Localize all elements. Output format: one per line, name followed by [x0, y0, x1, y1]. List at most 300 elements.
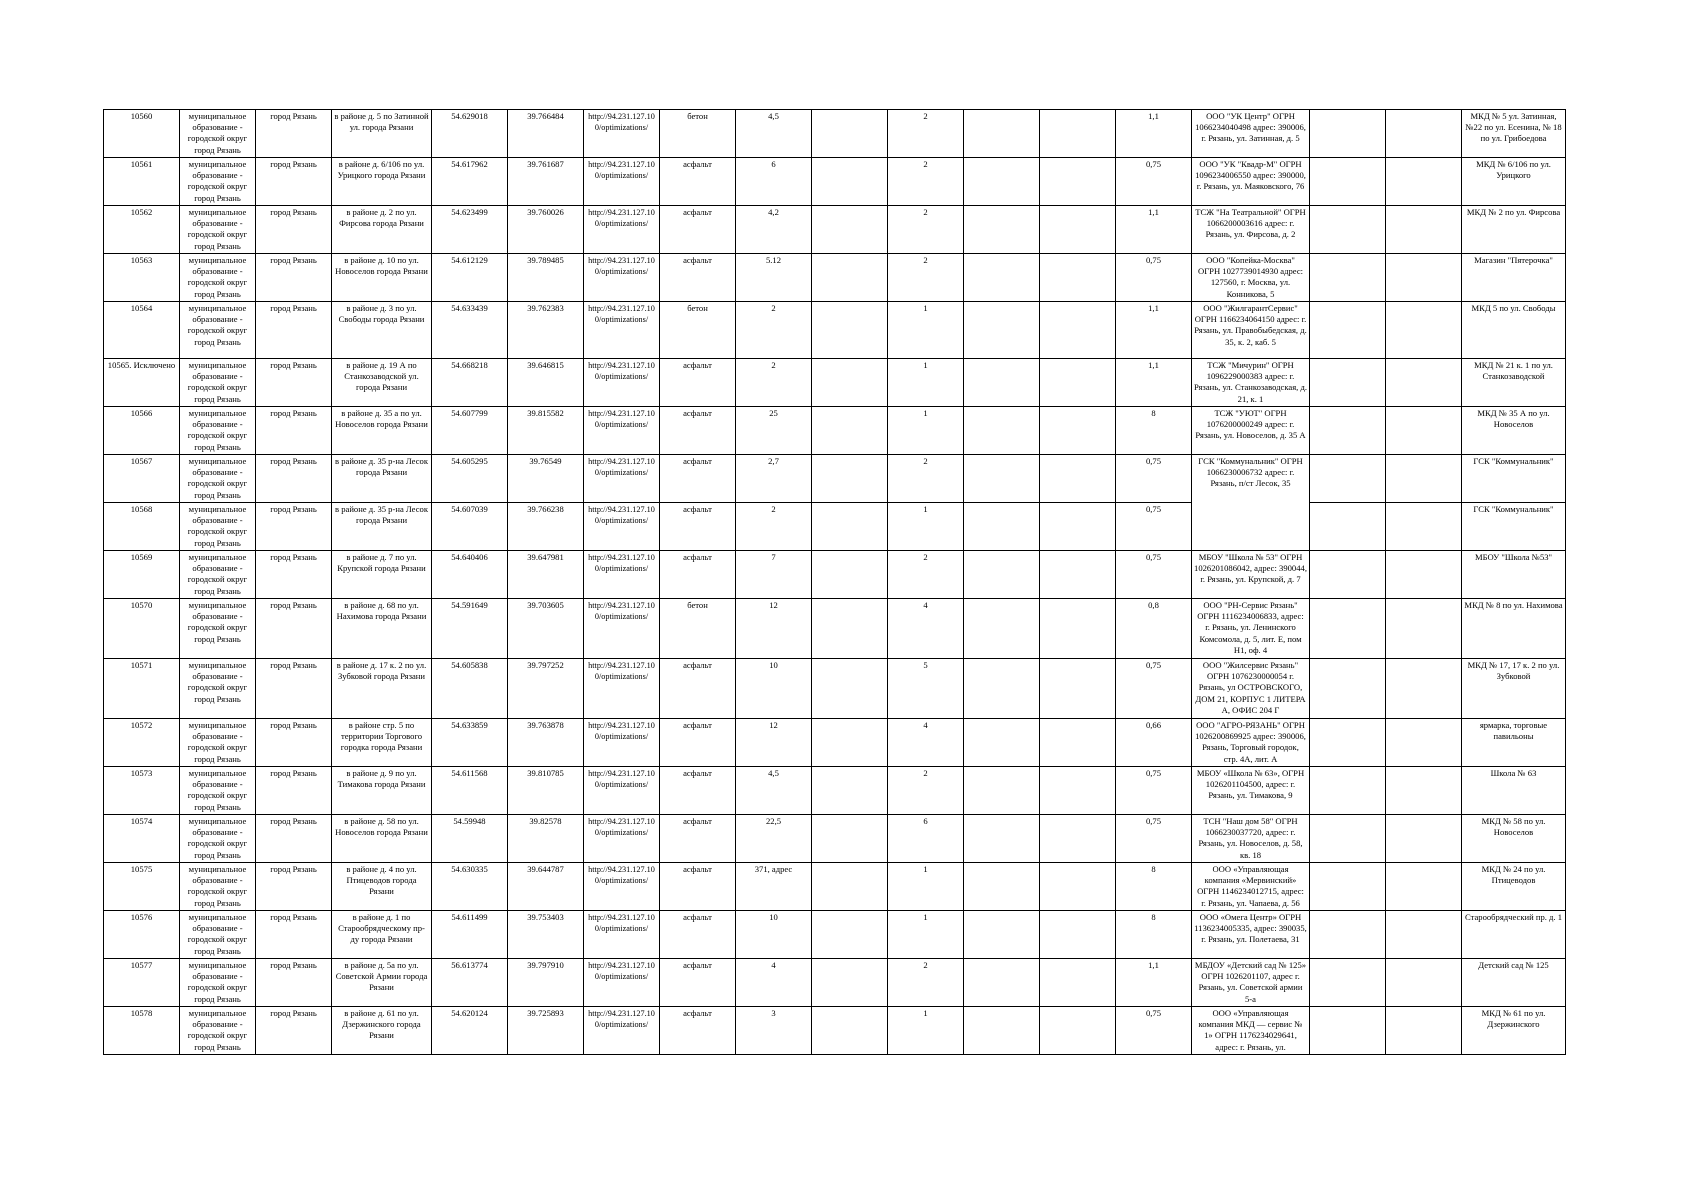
- city-cell: город Рязань: [256, 158, 332, 206]
- location-cell: в районе д. 9 по ул. Тимакова города Рязани: [332, 767, 432, 815]
- owner-cell: ТСЖ "Мичурин" ОГРН 1096229000383 адрес: г. Рязань, ул. Станкозаводская, д. 21, к. 1: [1192, 359, 1310, 407]
- area-cell: 22,5: [736, 815, 812, 863]
- empty-cell: [812, 1007, 888, 1055]
- area-cell: 12: [736, 719, 812, 767]
- map-link-line-2[interactable]: 0/optimizations/: [594, 315, 649, 325]
- empty-cell: [1386, 551, 1462, 599]
- city-cell: город Рязань: [256, 110, 332, 158]
- empty-cell: [1386, 959, 1462, 1007]
- empty-cell: [964, 302, 1040, 359]
- empty-cell: [1310, 1007, 1386, 1055]
- waste-source-cell: Магазин "Пятерочка": [1462, 254, 1566, 302]
- table-row: [104, 158, 1566, 206]
- containers-count-cell: 2: [888, 455, 964, 503]
- empty-cell: [1040, 407, 1116, 455]
- map-link-cell[interactable]: [584, 302, 660, 359]
- map-link-line-1[interactable]: http://94.231.127.10: [588, 160, 655, 169]
- id-cell: 10576: [104, 911, 180, 959]
- map-link-line-2[interactable]: 0/optimizations/: [594, 876, 649, 886]
- map-link-cell[interactable]: [584, 767, 660, 815]
- map-link-cell[interactable]: [584, 158, 660, 206]
- empty-cell: [1386, 911, 1462, 959]
- empty-cell: [1040, 599, 1116, 659]
- map-link-line-2[interactable]: 0/optimizations/: [594, 171, 649, 181]
- area-cell: 5.12: [736, 254, 812, 302]
- waste-source-cell: Детский сад № 125: [1462, 959, 1566, 1007]
- empty-cell: [1040, 719, 1116, 767]
- area-cell: 3: [736, 1007, 812, 1055]
- surface-cell: асфальт: [660, 659, 736, 719]
- map-link-cell[interactable]: [584, 206, 660, 254]
- owner-cell: ТСН "Наш дом 58" ОГРН 1066230037720, адрес: г. Рязань, ул. Новоселов, д. 58, кв. 18: [1192, 815, 1310, 863]
- container-volume-cell: 1,1: [1116, 206, 1192, 254]
- map-link-line-2[interactable]: 0/optimizations/: [594, 972, 649, 982]
- empty-cell: [1386, 599, 1462, 659]
- longitude-cell: 39.725893: [508, 1007, 584, 1055]
- map-link-line-2[interactable]: 0/optimizations/: [594, 672, 649, 682]
- empty-cell: [964, 959, 1040, 1007]
- table-row: [104, 359, 1566, 407]
- empty-cell: [1386, 719, 1462, 767]
- latitude-cell: 54.633439: [432, 302, 508, 359]
- container-volume-cell: 8: [1116, 407, 1192, 455]
- empty-cell: [1386, 455, 1462, 503]
- container-volume-cell: 0,75: [1116, 767, 1192, 815]
- map-link-cell[interactable]: [584, 659, 660, 719]
- empty-cell: [1310, 206, 1386, 254]
- map-link-line-1[interactable]: http://94.231.127.10: [588, 913, 655, 922]
- map-link-line-1[interactable]: http://94.231.127.10: [588, 505, 655, 514]
- map-link-line-1[interactable]: http://94.231.127.10: [588, 601, 655, 610]
- empty-cell: [964, 719, 1040, 767]
- map-link-line-2[interactable]: 0/optimizations/: [594, 516, 649, 526]
- longitude-cell: 39.761687: [508, 158, 584, 206]
- empty-cell: [964, 863, 1040, 911]
- id-cell: 10573: [104, 767, 180, 815]
- owner-cell: ООО «Омега Центр» ОГРН 1136234005335, адрес: 390035, г. Рязань, ул. Полетаева, 31: [1192, 911, 1310, 959]
- containers-count-cell: 1: [888, 863, 964, 911]
- municipality-cell: муниципальное образование - городской округ город Рязань: [180, 863, 256, 911]
- table-row: [104, 911, 1566, 959]
- empty-cell: [812, 407, 888, 455]
- empty-cell: [1386, 503, 1462, 551]
- location-cell: в районе д. 3 по ул. Свободы города Рязани: [332, 302, 432, 359]
- city-cell: город Рязань: [256, 719, 332, 767]
- longitude-cell: 39.753403: [508, 911, 584, 959]
- empty-cell: [964, 551, 1040, 599]
- surface-cell: асфальт: [660, 206, 736, 254]
- area-cell: 4,5: [736, 767, 812, 815]
- empty-cell: [964, 767, 1040, 815]
- surface-cell: асфальт: [660, 158, 736, 206]
- empty-cell: [812, 863, 888, 911]
- id-cell: 10568: [104, 503, 180, 551]
- map-link-line-2[interactable]: 0/optimizations/: [594, 1020, 649, 1030]
- latitude-cell: 54.617962: [432, 158, 508, 206]
- table-row: [104, 1007, 1566, 1055]
- waste-source-cell: Школа № 63: [1462, 767, 1566, 815]
- table-row: [104, 455, 1566, 503]
- longitude-cell: 39.815582: [508, 407, 584, 455]
- id-cell: 10572: [104, 719, 180, 767]
- map-link-line-1[interactable]: http://94.231.127.10: [588, 1009, 655, 1018]
- table-row: [104, 110, 1566, 158]
- empty-cell: [1040, 206, 1116, 254]
- empty-cell: [1040, 110, 1116, 158]
- latitude-cell: 54.611499: [432, 911, 508, 959]
- map-link-cell[interactable]: [584, 863, 660, 911]
- map-link-cell[interactable]: [584, 455, 660, 503]
- location-cell: в районе д. 35 р-на Лесок города Рязани: [332, 503, 432, 551]
- container-volume-cell: 0,75: [1116, 815, 1192, 863]
- owner-cell: ГСК "Коммунальник" ОГРН 1066230006732 адрес: г. Рязань, п/ст Лесок, 35: [1192, 455, 1310, 551]
- containers-count-cell: 2: [888, 551, 964, 599]
- longitude-cell: 39.647981: [508, 551, 584, 599]
- municipality-cell: муниципальное образование - городской округ город Рязань: [180, 1007, 256, 1055]
- municipality-cell: муниципальное образование - городской округ город Рязань: [180, 599, 256, 659]
- id-cell: 10563: [104, 254, 180, 302]
- empty-cell: [1386, 815, 1462, 863]
- empty-cell: [1040, 158, 1116, 206]
- longitude-cell: 39.82578: [508, 815, 584, 863]
- latitude-cell: 54.612129: [432, 254, 508, 302]
- owner-cell: ООО "Копейка-Москва" ОГРН 1027739014930 адрес: 127560, г. Москва, ул. Конникова, 5: [1192, 254, 1310, 302]
- map-link-line-1[interactable]: http://94.231.127.10: [588, 304, 655, 313]
- empty-cell: [1386, 206, 1462, 254]
- latitude-cell: 54.59948: [432, 815, 508, 863]
- empty-cell: [1040, 359, 1116, 407]
- empty-cell: [812, 110, 888, 158]
- id-cell: 10560: [104, 110, 180, 158]
- map-link-cell[interactable]: [584, 1007, 660, 1055]
- location-cell: в районе д. 68 по ул. Нахимова города Рязани: [332, 599, 432, 659]
- map-link-line-1[interactable]: http://94.231.127.10: [588, 112, 655, 121]
- owner-cell: ООО "ЖилгарантСервис" ОГРН 1166234064150 адрес: г. Рязань, ул. Правобыбедская, д. 35, к. 2, каб. 5: [1192, 302, 1310, 359]
- empty-cell: [1040, 503, 1116, 551]
- latitude-cell: 54.607799: [432, 407, 508, 455]
- container-volume-cell: 8: [1116, 911, 1192, 959]
- table-row: [104, 767, 1566, 815]
- owner-cell: ООО «Управляющая компания «Мервинский» ОГРН 1146234012715, адрес: г. Рязань, ул. Чапаева, д. 56: [1192, 863, 1310, 911]
- map-link-cell[interactable]: [584, 911, 660, 959]
- empty-cell: [1386, 863, 1462, 911]
- surface-cell: асфальт: [660, 254, 736, 302]
- table-row: [104, 719, 1566, 767]
- area-cell: 371, адрес: [736, 863, 812, 911]
- container-volume-cell: 0,75: [1116, 158, 1192, 206]
- id-cell: 10561: [104, 158, 180, 206]
- empty-cell: [964, 911, 1040, 959]
- map-link-line-2[interactable]: 0/optimizations/: [594, 780, 649, 790]
- location-cell: в районе д. 5а по ул. Советской Армии города Рязани: [332, 959, 432, 1007]
- waste-source-cell: Старообрядческий пр. д. 1: [1462, 911, 1566, 959]
- municipality-cell: муниципальное образование - городской округ город Рязань: [180, 110, 256, 158]
- container-volume-cell: 0,75: [1116, 254, 1192, 302]
- containers-count-cell: 1: [888, 503, 964, 551]
- surface-cell: асфальт: [660, 719, 736, 767]
- table-row: [104, 503, 1566, 551]
- map-link-cell[interactable]: [584, 254, 660, 302]
- empty-cell: [1386, 407, 1462, 455]
- map-link-cell[interactable]: [584, 815, 660, 863]
- empty-cell: [1040, 302, 1116, 359]
- empty-cell: [1386, 158, 1462, 206]
- area-cell: 2: [736, 359, 812, 407]
- empty-cell: [812, 455, 888, 503]
- municipality-cell: муниципальное образование - городской округ город Рязань: [180, 911, 256, 959]
- empty-cell: [812, 719, 888, 767]
- waste-source-cell: МКД № 17, 17 к. 2 по ул. Зубковой: [1462, 659, 1566, 719]
- empty-cell: [812, 911, 888, 959]
- map-link-line-1[interactable]: http://94.231.127.10: [588, 409, 655, 418]
- municipality-cell: муниципальное образование - городской округ город Рязань: [180, 206, 256, 254]
- containers-count-cell: 4: [888, 599, 964, 659]
- area-cell: 2: [736, 302, 812, 359]
- containers-count-cell: 4: [888, 719, 964, 767]
- latitude-cell: 56.613774: [432, 959, 508, 1007]
- empty-cell: [1310, 767, 1386, 815]
- empty-cell: [964, 659, 1040, 719]
- waste-source-cell: ГСК "Коммунальник": [1462, 503, 1566, 551]
- longitude-cell: 39.644787: [508, 863, 584, 911]
- waste-source-cell: МКД № 6/106 по ул. Урицкого: [1462, 158, 1566, 206]
- id-cell: 10565. Исключено: [104, 359, 180, 407]
- map-link-line-1[interactable]: http://94.231.127.10: [588, 553, 655, 562]
- location-cell: в районе стр. 5 по территории Торгового городка города Рязани: [332, 719, 432, 767]
- containers-count-cell: 1: [888, 1007, 964, 1055]
- registry-rows: [104, 110, 1566, 1055]
- empty-cell: [1310, 659, 1386, 719]
- empty-cell: [1040, 959, 1116, 1007]
- map-link-line-1[interactable]: http://94.231.127.10: [588, 721, 655, 730]
- map-link-line-2[interactable]: 0/optimizations/: [594, 564, 649, 574]
- map-link-cell[interactable]: [584, 599, 660, 659]
- map-link-line-1[interactable]: http://94.231.127.10: [588, 865, 655, 874]
- location-cell: в районе д. 2 по ул. Фирсова города Рязани: [332, 206, 432, 254]
- owner-cell: ООО "РН-Сервис Рязань" ОГРН 1116234006833, адрес: г. Рязань, ул. Ленинского Комсомола, д. 5, лит. Е, пом Н1, оф. 4: [1192, 599, 1310, 659]
- city-cell: город Рязань: [256, 1007, 332, 1055]
- map-link-line-2[interactable]: 0/optimizations/: [594, 612, 649, 622]
- map-link-line-2[interactable]: 0/optimizations/: [594, 123, 649, 133]
- empty-cell: [1310, 254, 1386, 302]
- municipality-cell: муниципальное образование - городской округ город Рязань: [180, 551, 256, 599]
- empty-cell: [812, 659, 888, 719]
- city-cell: город Рязань: [256, 254, 332, 302]
- map-link-line-2[interactable]: 0/optimizations/: [594, 267, 649, 277]
- id-cell: 10571: [104, 659, 180, 719]
- surface-cell: асфальт: [660, 959, 736, 1007]
- owner-cell: ООО "УК Центр" ОГРН 1066234040498 адрес: 390006, г. Рязань, ул. Затинная, д. 5: [1192, 110, 1310, 158]
- empty-cell: [964, 599, 1040, 659]
- map-link-cell[interactable]: [584, 110, 660, 158]
- location-cell: в районе д. 35 р-на Лесок города Рязани: [332, 455, 432, 503]
- empty-cell: [1310, 158, 1386, 206]
- surface-cell: асфальт: [660, 767, 736, 815]
- empty-cell: [1386, 1007, 1462, 1055]
- empty-cell: [1386, 254, 1462, 302]
- map-link-line-2[interactable]: 0/optimizations/: [594, 924, 649, 934]
- containers-count-cell: 1: [888, 359, 964, 407]
- waste-source-cell: МБОУ "Школа №53": [1462, 551, 1566, 599]
- area-cell: 2,7: [736, 455, 812, 503]
- empty-cell: [812, 206, 888, 254]
- table-row: [104, 599, 1566, 659]
- municipality-cell: муниципальное образование - городской округ город Рязань: [180, 959, 256, 1007]
- empty-cell: [1310, 302, 1386, 359]
- empty-cell: [964, 206, 1040, 254]
- empty-cell: [964, 1007, 1040, 1055]
- empty-cell: [1040, 551, 1116, 599]
- municipality-cell: муниципальное образование - городской округ город Рязань: [180, 407, 256, 455]
- map-link-line-1[interactable]: http://94.231.127.10: [588, 769, 655, 778]
- longitude-cell: 39.766238: [508, 503, 584, 551]
- empty-cell: [1040, 1007, 1116, 1055]
- container-volume-cell: 1,1: [1116, 359, 1192, 407]
- location-cell: в районе д. 10 по ул. Новоселов города Рязани: [332, 254, 432, 302]
- area-cell: 10: [736, 659, 812, 719]
- id-cell: 10562: [104, 206, 180, 254]
- empty-cell: [1040, 767, 1116, 815]
- empty-cell: [1310, 503, 1386, 551]
- map-link-line-1[interactable]: http://94.231.127.10: [588, 361, 655, 370]
- city-cell: город Рязань: [256, 959, 332, 1007]
- surface-cell: бетон: [660, 302, 736, 359]
- latitude-cell: 54.630335: [432, 863, 508, 911]
- empty-cell: [1386, 110, 1462, 158]
- id-cell: 10567: [104, 455, 180, 503]
- waste-source-cell: МКД № 35 А по ул. Новоселов: [1462, 407, 1566, 455]
- empty-cell: [812, 158, 888, 206]
- id-cell: 10574: [104, 815, 180, 863]
- containers-count-cell: 2: [888, 110, 964, 158]
- location-cell: в районе д. 35 а по ул. Новоселов города Рязани: [332, 407, 432, 455]
- owner-cell: МБДОУ «Детский сад № 125» ОГРН 1026201107, адрес г. Рязань, ул. Советской армии 5-а: [1192, 959, 1310, 1007]
- id-cell: 10566: [104, 407, 180, 455]
- container-volume-cell: 1,1: [1116, 110, 1192, 158]
- table-row: [104, 815, 1566, 863]
- map-link-line-1[interactable]: http://94.231.127.10: [588, 256, 655, 265]
- container-volume-cell: 1,1: [1116, 302, 1192, 359]
- empty-cell: [1310, 551, 1386, 599]
- waste-source-cell: МКД № 5 ул. Затинная, №22 по ул. Есенина, № 18 по ул. Грибоедова: [1462, 110, 1566, 158]
- empty-cell: [1386, 359, 1462, 407]
- location-cell: в районе д. 6/106 по ул. Урицкого города Рязани: [332, 158, 432, 206]
- city-cell: город Рязань: [256, 206, 332, 254]
- municipality-cell: муниципальное образование - городской округ город Рязань: [180, 158, 256, 206]
- municipality-cell: муниципальное образование - городской округ город Рязань: [180, 659, 256, 719]
- longitude-cell: 39.789485: [508, 254, 584, 302]
- table-row: [104, 206, 1566, 254]
- owner-cell: МБОУ "Школа № 53" ОГРН 1026201086042, адрес: 390044, г. Рязань, ул. Крупской, д. 7: [1192, 551, 1310, 599]
- surface-cell: асфальт: [660, 1007, 736, 1055]
- containers-count-cell: 2: [888, 959, 964, 1007]
- location-cell: в районе д. 4 по ул. Птицеводов города Рязани: [332, 863, 432, 911]
- latitude-cell: 54.620124: [432, 1007, 508, 1055]
- map-link-cell[interactable]: [584, 359, 660, 407]
- id-cell: 10577: [104, 959, 180, 1007]
- empty-cell: [1386, 767, 1462, 815]
- empty-cell: [1310, 407, 1386, 455]
- empty-cell: [1310, 359, 1386, 407]
- map-link-cell[interactable]: [584, 407, 660, 455]
- empty-cell: [812, 254, 888, 302]
- empty-cell: [1040, 254, 1116, 302]
- empty-cell: [964, 455, 1040, 503]
- location-cell: в районе д. 17 к. 2 по ул. Зубковой города Рязани: [332, 659, 432, 719]
- map-link-line-1[interactable]: http://94.231.127.10: [588, 661, 655, 670]
- map-link-line-1[interactable]: http://94.231.127.10: [588, 961, 655, 970]
- area-cell: 6: [736, 158, 812, 206]
- longitude-cell: 39.763878: [508, 719, 584, 767]
- surface-cell: бетон: [660, 110, 736, 158]
- surface-cell: асфальт: [660, 455, 736, 503]
- map-link-line-1[interactable]: http://94.231.127.10: [588, 457, 655, 466]
- owner-cell: ООО "Жилсервис Рязань" ОГРН 1076230000054 г. Рязань, ул ОСТРОВСКОГО, ДОМ 21, КОРПУС 1 ЛИТЕРА А, ОФИС 204 Г: [1192, 659, 1310, 719]
- surface-cell: асфальт: [660, 815, 736, 863]
- longitude-cell: 39.703605: [508, 599, 584, 659]
- city-cell: город Рязань: [256, 911, 332, 959]
- map-link-line-1[interactable]: http://94.231.127.10: [588, 208, 655, 217]
- map-link-line-2[interactable]: 0/optimizations/: [594, 219, 649, 229]
- city-cell: город Рязань: [256, 302, 332, 359]
- map-link-line-1[interactable]: http://94.231.127.10: [588, 817, 655, 826]
- empty-cell: [1040, 815, 1116, 863]
- empty-cell: [812, 302, 888, 359]
- containers-count-cell: 5: [888, 659, 964, 719]
- map-link-cell[interactable]: [584, 719, 660, 767]
- empty-cell: [964, 110, 1040, 158]
- id-cell: 10578: [104, 1007, 180, 1055]
- longitude-cell: 39.646815: [508, 359, 584, 407]
- empty-cell: [964, 815, 1040, 863]
- containers-count-cell: 1: [888, 911, 964, 959]
- municipality-cell: муниципальное образование - городской округ город Рязань: [180, 302, 256, 359]
- municipality-cell: муниципальное образование - городской округ город Рязань: [180, 359, 256, 407]
- map-link-cell[interactable]: [584, 551, 660, 599]
- empty-cell: [812, 503, 888, 551]
- empty-cell: [1310, 863, 1386, 911]
- location-cell: в районе д. 58 по ул. Новоселов города Рязани: [332, 815, 432, 863]
- latitude-cell: 54.633859: [432, 719, 508, 767]
- map-link-line-2[interactable]: 0/optimizations/: [594, 828, 649, 838]
- id-cell: 10564: [104, 302, 180, 359]
- city-cell: город Рязань: [256, 767, 332, 815]
- waste-source-cell: МКД № 8 по ул. Нахимова: [1462, 599, 1566, 659]
- location-cell: в районе д. 61 по ул. Дзержинского города Рязани: [332, 1007, 432, 1055]
- location-cell: в районе д. 19 А по Станкозаводской ул. города Рязани: [332, 359, 432, 407]
- empty-cell: [964, 359, 1040, 407]
- empty-cell: [1040, 659, 1116, 719]
- owner-cell: ООО "АГРО-РЯЗАНЬ" ОГРН 1026200869925 адрес: 390006, Рязань, Торговый городок, стр. 4А, лит. А: [1192, 719, 1310, 767]
- map-link-line-2[interactable]: 0/optimizations/: [594, 420, 649, 430]
- empty-cell: [1310, 599, 1386, 659]
- empty-cell: [1310, 719, 1386, 767]
- empty-cell: [964, 158, 1040, 206]
- map-link-line-2[interactable]: 0/optimizations/: [594, 372, 649, 382]
- city-cell: город Рязань: [256, 455, 332, 503]
- surface-cell: асфальт: [660, 359, 736, 407]
- empty-cell: [812, 551, 888, 599]
- map-link-line-2[interactable]: 0/optimizations/: [594, 732, 649, 742]
- map-link-cell[interactable]: [584, 503, 660, 551]
- table-row: [104, 302, 1566, 359]
- longitude-cell: 39.797252: [508, 659, 584, 719]
- area-cell: 2: [736, 503, 812, 551]
- map-link-cell[interactable]: [584, 959, 660, 1007]
- empty-cell: [1310, 959, 1386, 1007]
- containers-count-cell: 1: [888, 302, 964, 359]
- map-link-line-2[interactable]: 0/optimizations/: [594, 468, 649, 478]
